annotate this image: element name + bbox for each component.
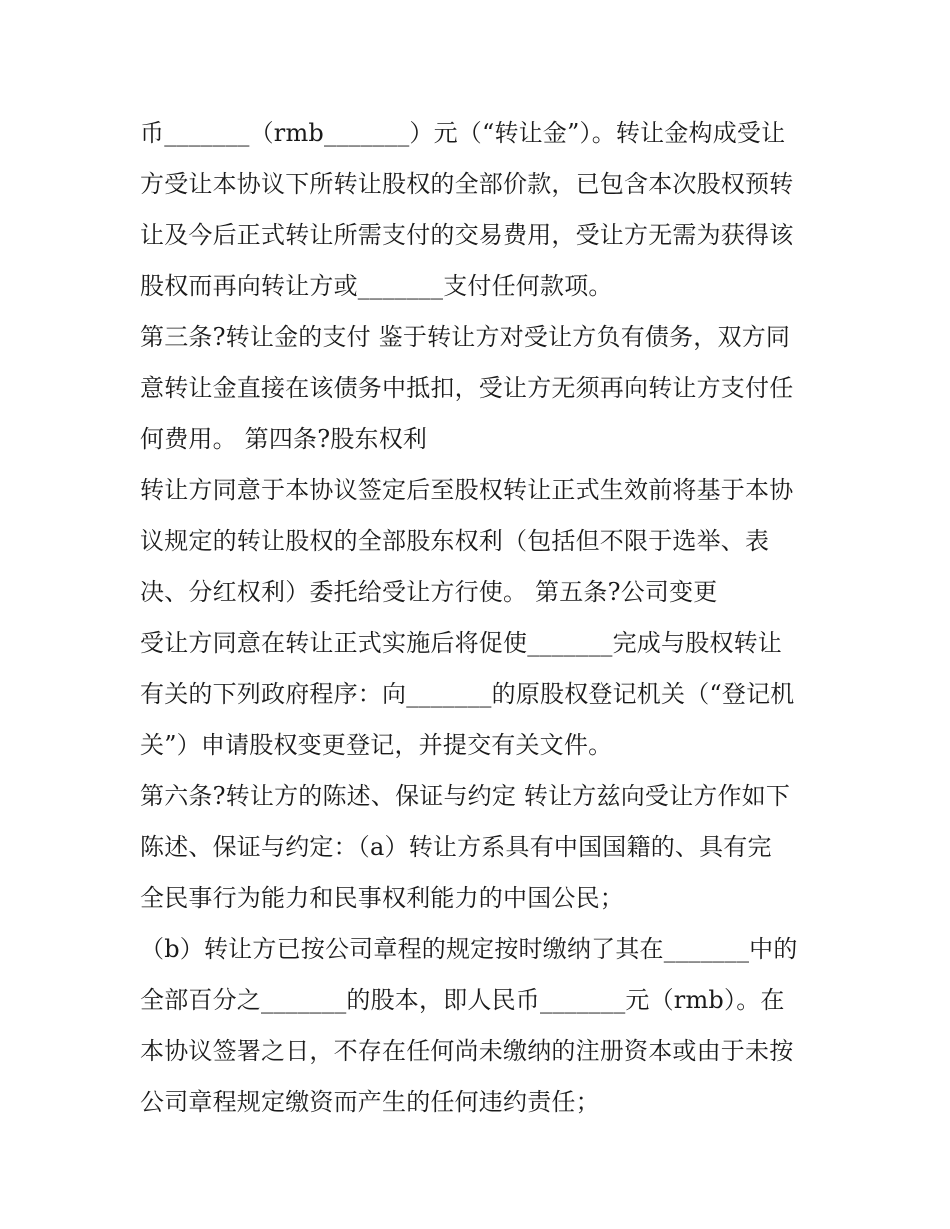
text-line: 第六条?转让方的陈述、保证与约定 转让方兹向受让方作如下 bbox=[140, 782, 791, 810]
text-line: 转让方同意于本协议签定后至股权转让正式生效前将基于本协 bbox=[140, 476, 794, 504]
text-line: 何费用。 第四条?股东权利 bbox=[140, 425, 428, 453]
text-line: 第三条?转让金的支付 鉴于转让方对受让方负有债务，双方同 bbox=[140, 323, 791, 351]
text-line: 有关的下列政府程序：向_______的原股权登记机关（“登记机 bbox=[140, 680, 795, 708]
text-line: 决、分红权利）委托给受让方行使。 第五条?公司变更 bbox=[140, 578, 718, 606]
text-line: 意转让金直接在该债务中抵扣，受让方无须再向转让方支付任 bbox=[140, 374, 794, 402]
text-line: 全民事行为能力和民事权利能力的中国公民； bbox=[140, 884, 624, 912]
text-line: 关”）申请股权变更登记，并提交有关文件。 bbox=[140, 731, 613, 759]
text-line: 议规定的转让股权的全部股东权利（包括但不限于选举、表 bbox=[140, 527, 770, 555]
document-body bbox=[140, 108, 820, 1128]
text-line: 全部百分之_______的股本，即人民币_______元（rmb）。在 bbox=[140, 986, 785, 1014]
text-line: 公司章程规定缴资而产生的任何违约责任； bbox=[140, 1088, 600, 1116]
text-line: 币_______（rmb_______）元（“转让金”）。转让金构成受让 bbox=[140, 119, 786, 147]
text-line: 本协议签署之日，不存在任何尚未缴纳的注册资本或由于未按 bbox=[140, 1037, 794, 1065]
text-line: 股权而再向转让方或_______支付任何款项。 bbox=[140, 272, 613, 300]
text-line: 让及今后正式转让所需支付的交易费用，受让方无需为获得该 bbox=[140, 221, 794, 249]
text-line: 受让方同意在转让正式实施后将促使_______完成与股权转让 bbox=[140, 629, 782, 657]
text-line: （b）转让方已按公司章程的规定按时缴纳了其在_______中的 bbox=[140, 935, 798, 963]
text-line: 陈述、保证与约定：（a）转让方系具有中国国籍的、具有完 bbox=[140, 833, 772, 861]
text-line: 方受让本协议下所转让股权的全部价款，已包含本次股权预转 bbox=[140, 170, 794, 198]
